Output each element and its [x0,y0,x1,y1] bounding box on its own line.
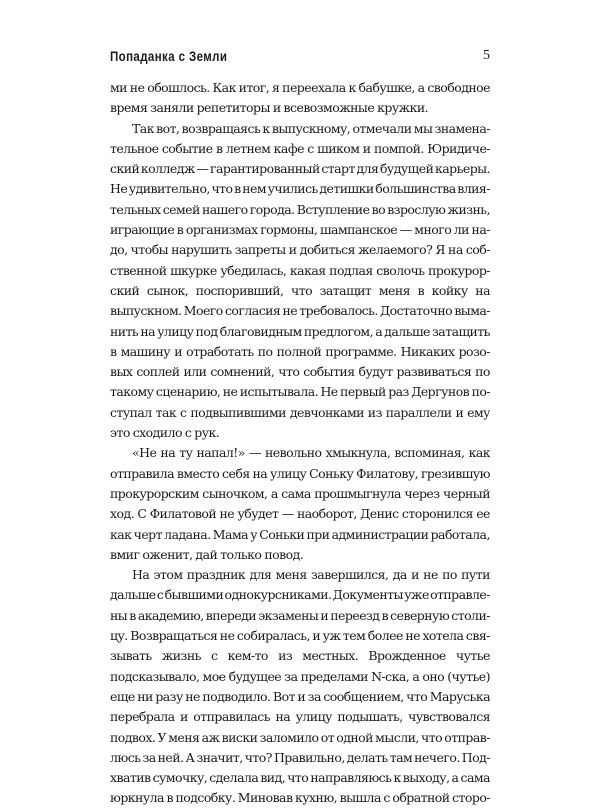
text-line: ступал так с подвыпившими девчонками из параллели и ему [110,404,490,420]
text-line: подвох. У меня аж виски заломило от одной мысли, что отправ- [110,729,490,745]
text-line: дальше с бывшими однокурсниками. Документы уже отправле- [110,587,490,603]
text-line: играющие в организмах гормоны, шампанское — много ли на- [110,222,490,238]
text-line: Так вот, возвращаясь к выпускному, отмечали мы знамена- [132,120,490,136]
text-line: зывать жизнь с кем-то из местных. Врожденное чутье [110,648,490,664]
text-line: отправила вместо себя на улицу Соньку Филатову, грезившую [110,465,490,481]
text-line: юркнула в подсобку. Миновав кухню, вышла с обратной сторо- [110,790,490,806]
body-text [110,78,490,809]
text-line: Не удивительно, что в нем учились детишки большинства влия- [110,181,490,197]
text-line: вых соплей или сомнений, что события будут развиваться по [110,364,490,380]
text-line: вмиг оженит, дай только повод. [110,546,304,562]
text-line: в машину и отработать по полной программе. Никаких розо- [110,343,490,359]
text-line: ственной шкурке убедилась, какая подлая сволочь прокурор- [110,262,490,278]
page-number: 5 [483,48,490,63]
text-line: время заняли репетиторы и всевозможные кружки. [110,100,429,116]
text-line: ми не обошлось. Как итог, я переехала к бабушке, а свободное [110,80,490,95]
text-line: перебрала и отправилась на улицу подышать, чувствовался [110,709,490,725]
text-line: ны в академию, впереди экзамены и переезд в северную столи- [110,607,490,623]
text-line: хватив сумочку, сделала вид, что направляюсь к выходу, а сама [110,770,490,786]
text-line: тельных семей нашего города. Вступление во взрослую жизнь, [110,201,490,217]
text-line: как черт ладана. Мама у Соньки при администрации работала, [110,526,490,542]
text-line: «Не на ту напал!» — невольно хмыкнула, вспоминая, как [132,445,490,461]
text-line: подсказывало, мое будущее за пределами N-ска, а оно (чутье) [110,668,490,684]
running-head [110,48,490,68]
text-line: цу. Возвращаться не собиралась, и уж тем более не хотела свя- [110,628,490,644]
text-line: еще ни разу не подводило. Вот и за сообщением, что Маруська [110,688,490,704]
text-line: это сходило с рук. [110,425,220,441]
text-line: выпускном. Моего согласия не требовалось. Достаточно выма- [110,303,490,319]
text-line: до, чтобы нарушить запреты и добиться желаемого? Я на соб- [110,242,490,258]
text-line: На этом праздник для меня завершился, да и не по пути [132,567,490,583]
text-line: прокурорским сыночком, а сама прошмыгнула через черный [110,485,490,501]
text-line: люсь за ней. А значит, что? Правильно, делать там нечего. Под- [110,749,490,765]
text-line: тельное событие в летнем кафе с шиком и помпой. Юридиче- [110,140,490,156]
text-line: нить на улицу под благовидным предлогом, а дальше затащить [110,323,490,339]
book-title: Попаданка с Земли [110,48,228,64]
text-line: ский сынок, поспоривший, что затащит меня в койку на [110,282,490,298]
text-line: ход. С Филатовой не убудет — наоборот, Денис сторонился ее [110,506,490,522]
text-line: такому сценарию, не испытывала. Не первый раз Дергунов по- [110,384,490,400]
text-line: ский колледж — гарантированный старт для будущей карьеры. [110,161,490,177]
